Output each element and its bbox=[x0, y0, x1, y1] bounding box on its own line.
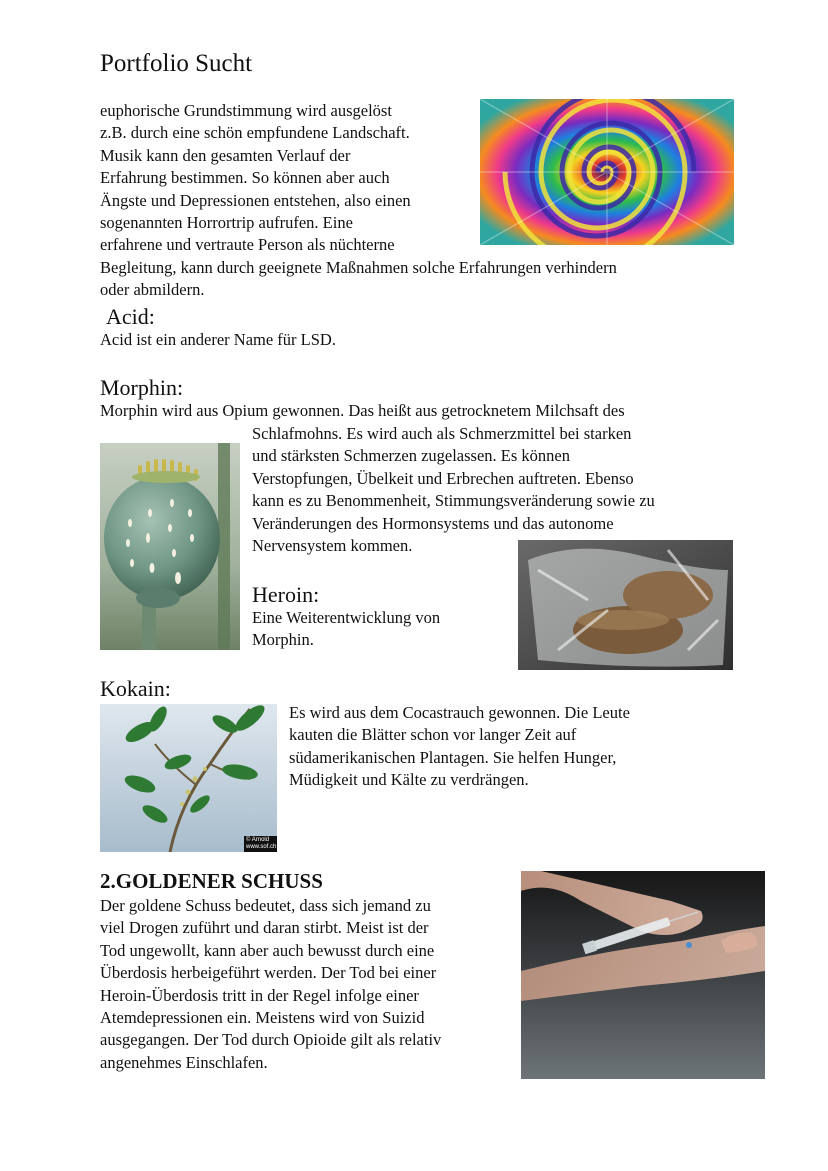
text-line: Es wird aus dem Cocastrauch gewonnen. Die Leute bbox=[289, 703, 630, 722]
text-line: Atemdepressionen ein. Meistens wird von Suizid bbox=[100, 1008, 425, 1028]
image-credit: © Arnold www.sof.ch bbox=[246, 837, 277, 850]
text-line: Morphin. bbox=[252, 630, 314, 650]
kokain-heading: Kokain: bbox=[100, 676, 171, 701]
text-line: Müdigkeit und Kälte zu verdrängen. bbox=[289, 770, 529, 790]
text-line: Veränderungen des Hormonsystems und das autonome bbox=[252, 513, 614, 533]
goldener-schuss-paragraph bbox=[100, 895, 441, 1074]
text-line: Heroin-Überdosis tritt in der Regel infolge einer bbox=[100, 985, 419, 1005]
morphin-heading: Morphin: bbox=[100, 375, 184, 400]
acid-heading: Acid: bbox=[106, 304, 155, 329]
text-line: z.B. durch eine schön empfundene Landschaft. bbox=[100, 123, 410, 143]
text-line: sogenannten Horrortrip aufrufen. Eine bbox=[100, 213, 353, 233]
kokain-paragraph bbox=[289, 702, 630, 792]
text-line: Ängste und Depressionen entstehen, also einen bbox=[100, 190, 411, 210]
heroin-heading: Heroin: bbox=[252, 582, 320, 607]
text-line: angenehmes Einschlafen. bbox=[100, 1052, 268, 1072]
text-line: viel Drogen zuführt und daran stirbt. Meist ist der bbox=[100, 918, 429, 938]
psychedelic-spiral-image bbox=[480, 99, 734, 245]
heroin-in-plastic-bag-image bbox=[518, 540, 733, 670]
text-line: Begleitung, kann durch geeignete Maßnahmen solche Erfahrungen verhindern bbox=[100, 257, 617, 277]
text-line: Schlafmohns. Es wird auch als Schmerzmittel bei starken bbox=[252, 424, 632, 443]
text-line: kann es zu Benommenheit, Stimmungsveränderung sowie zu bbox=[252, 491, 655, 511]
text-line: Der goldene Schuss bedeutet, dass sich jemand zu bbox=[100, 896, 431, 915]
morphin-paragraph bbox=[252, 423, 655, 557]
syringe-injection-image bbox=[521, 871, 765, 1079]
text-line: südamerikanischen Plantagen. Sie helfen Hunger, bbox=[289, 747, 617, 767]
coca-plant-image bbox=[100, 704, 277, 852]
text-line: Nervensystem kommen. bbox=[252, 536, 413, 556]
text-line: ausgegangen. Der Tod durch Opioide gilt als relativ bbox=[100, 1030, 442, 1050]
goldener-schuss-heading: 2.GOLDENER SCHUSS bbox=[100, 869, 323, 893]
text-line: euphorische Grundstimmung wird ausgelöst bbox=[100, 101, 392, 120]
heroin-paragraph bbox=[252, 607, 440, 652]
text-line: Verstopfungen, Übelkeit und Erbrechen auftreten. Ebenso bbox=[252, 468, 634, 488]
poppy-capsule-image bbox=[100, 443, 240, 650]
text-line: Musik kann den gesamten Verlauf der bbox=[100, 145, 351, 165]
text-line: erfahrene und vertraute Person als nüchterne bbox=[100, 235, 395, 255]
text-line: kauten die Blätter schon vor langer Zeit auf bbox=[289, 725, 577, 745]
text-line: und stärksten Schmerzen zugelassen. Es können bbox=[252, 446, 570, 466]
text-line: Eine Weiterentwicklung von bbox=[252, 608, 441, 627]
text-line: Tod ungewollt, kann aber auch bewusst durch eine bbox=[100, 940, 435, 960]
text-line: oder abmildern. bbox=[100, 280, 205, 300]
morphin-text-line: Morphin wird aus Opium gewonnen. Das heißt aus getrocknetem Milchsaft des bbox=[100, 401, 625, 420]
acid-text: Acid ist ein anderer Name für LSD. bbox=[100, 330, 336, 349]
text-line: Überdosis herbeigeführt werden. Der Tod bei einer bbox=[100, 963, 437, 983]
page-title: Portfolio Sucht bbox=[100, 50, 253, 77]
text-line: Erfahrung bestimmen. So können aber auch bbox=[100, 168, 390, 188]
